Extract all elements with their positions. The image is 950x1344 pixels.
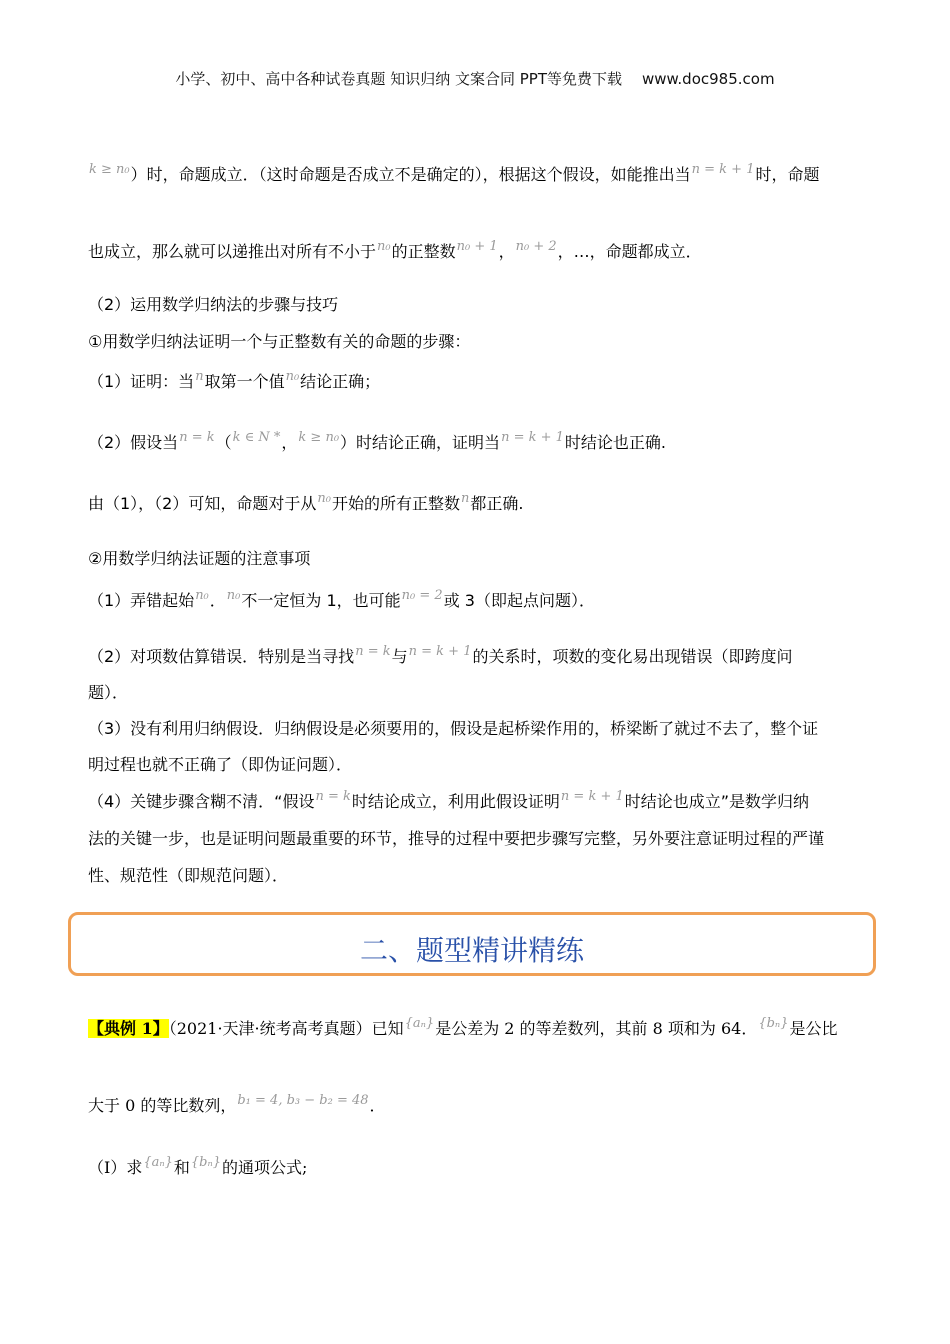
- text: ．: [209, 591, 226, 610]
- text: 的通项公式;: [222, 1158, 308, 1177]
- math-expr: n = k + 1: [501, 430, 564, 445]
- math-expr: n: [460, 491, 470, 506]
- math-expr: n = k + 1: [691, 162, 755, 177]
- text: ，: [281, 433, 298, 452]
- math-expr: n₀: [377, 239, 391, 254]
- text: （: [215, 433, 232, 452]
- math-expr: n₀: [195, 588, 209, 603]
- intro-line-2: [88, 241, 702, 265]
- text: 都正确.: [470, 494, 524, 513]
- math-expr: b₁ = 4, b₃ − b₂ = 48: [237, 1093, 369, 1108]
- note-3: （3）没有利用归纳假设．归纳假设是必须要用的，假设是起桥梁作用的，桥梁断了就过不去了，整个证: [88, 719, 819, 738]
- text: 不一定恒为 1，也可能: [241, 591, 401, 610]
- math-expr: k ∈ N *: [232, 430, 281, 445]
- math-expr: n₀: [285, 369, 300, 384]
- math-expr: {bₙ}: [190, 1155, 222, 1170]
- math-expr: n₀ + 2: [515, 239, 557, 254]
- example-tag: 【典例 1】: [88, 1019, 169, 1038]
- text: （1）弄错起始: [88, 591, 195, 610]
- text: ）时结论正确，证明当: [340, 433, 501, 452]
- text: 由（1），（2）可知，命题对于从: [88, 494, 317, 513]
- text: 取第一个值: [204, 372, 285, 391]
- note-1: [88, 590, 595, 614]
- text: 也成立，那么就可以递推出对所有不小于: [88, 242, 377, 261]
- text: ，…，命题都成立．: [557, 242, 702, 261]
- example-line-2: [88, 1095, 386, 1119]
- math-expr: n₀ = 2: [401, 588, 443, 603]
- header-site: www.doc985.com: [641, 70, 775, 88]
- header-text: 小学、初中、高中各种试卷真题 知识归纳 文案合同 PPT等免费下载: [175, 70, 622, 88]
- math-expr: n = k: [179, 430, 215, 445]
- note-4-cont-1: 法的关键一步，也是证明问题最重要的环节，推导的过程中要把步骤写完整，另外要注意证明过程的严谨: [88, 829, 825, 848]
- page-header: [0, 68, 950, 89]
- text: （2）对项数估算错误．特别是当寻找: [88, 647, 355, 666]
- text: 时结论也正确.: [564, 433, 666, 452]
- math-expr: n₀: [226, 588, 241, 603]
- math-expr: {aₙ}: [404, 1016, 435, 1031]
- text: 的关系时，项数的变化易出现错误（即跨度问: [472, 647, 793, 666]
- text: 时，命题: [755, 165, 820, 184]
- text: （2021·天津·统考高考真题）已知: [168, 1019, 404, 1038]
- text: （2）假设当: [88, 433, 179, 452]
- text: （4）关键步骤含糊不清．“假设: [88, 792, 315, 811]
- text: ，: [498, 242, 515, 261]
- math-expr: k ≥ n₀: [298, 430, 340, 445]
- text: 和: [173, 1158, 190, 1177]
- text: 与: [391, 647, 408, 666]
- math-expr: {aₙ}: [143, 1155, 173, 1170]
- note-3-cont: 明过程也就不正确了（即伪证问题）．: [88, 755, 353, 774]
- text: ．: [369, 1096, 386, 1115]
- section-heading-box: [68, 912, 876, 976]
- note-4: [88, 791, 809, 815]
- notes-subheading: ②用数学归纳法证题的注意事项: [88, 549, 311, 568]
- text: （1）证明：当: [88, 372, 195, 391]
- text: 时结论也成立”是数学归纳: [624, 792, 810, 811]
- note-2-cont: 题）．: [88, 683, 129, 702]
- intro-line-1: [88, 164, 820, 188]
- section-title: 二、题型精讲精练: [359, 934, 584, 967]
- math-expr: n₀ + 1: [456, 239, 498, 254]
- math-expr: n = k + 1: [560, 789, 624, 804]
- step-2: [88, 432, 666, 456]
- text: 的正整数: [391, 242, 456, 261]
- steps-subheading: ①用数学归纳法证明一个与正整数有关的命题的步骤：: [88, 332, 471, 351]
- text: 或 3（即起点问题）．: [443, 591, 595, 610]
- step-1: [88, 371, 380, 395]
- math-expr: n = k: [315, 789, 351, 804]
- text: ）时，命题成立．（这时命题是否成立不是确定的），根据这个假设，如能推出当: [130, 165, 691, 184]
- text: 是公差为 2 的等差数列，其前 8 项和为 64．: [435, 1019, 758, 1038]
- text: 结论正确；: [300, 372, 381, 391]
- text: （I）求: [88, 1158, 143, 1177]
- example-question-1: [88, 1157, 307, 1181]
- text: 时结论成立，利用此假设证明: [351, 792, 560, 811]
- math-expr: k ≥ n₀: [89, 162, 130, 177]
- text: 是公比: [789, 1019, 838, 1038]
- text: 大于 0 的等比数列，: [88, 1096, 237, 1115]
- step-conclusion: [88, 493, 523, 517]
- math-expr: {bₙ}: [758, 1016, 789, 1031]
- math-expr: n = k: [355, 644, 391, 659]
- example-line-1: [88, 1018, 838, 1042]
- text: 开始的所有正整数: [331, 494, 460, 513]
- steps-heading: （2）运用数学归纳法的步骤与技巧: [88, 295, 339, 314]
- math-expr: n = k + 1: [408, 644, 472, 659]
- note-2: [88, 646, 792, 670]
- math-expr: n₀: [317, 491, 331, 506]
- math-expr: n: [195, 369, 204, 384]
- note-4-cont-2: 性、规范性（即规范问题）．: [88, 866, 289, 885]
